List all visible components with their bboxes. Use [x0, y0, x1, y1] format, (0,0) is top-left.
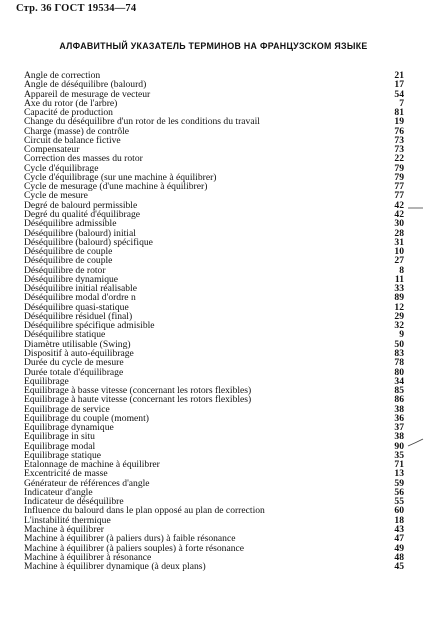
entry-term: Degré de balourd permissible [24, 199, 138, 211]
entry-number: 11 [394, 273, 404, 285]
entry-term: Déséquilibre admissible [24, 218, 117, 230]
entry-number: 36 [394, 412, 404, 424]
entry-number: 9 [399, 329, 404, 341]
entry-term: Machine à équilibrer dynamique (à deux plans) [24, 561, 206, 573]
entry-number: 79 [394, 171, 404, 183]
entry-term: Diamètre utilisable (Swing) [24, 338, 131, 350]
entry-number: 79 [394, 162, 404, 174]
entry-term: Appareil de mesurage de vecteur [24, 88, 151, 100]
index-entry [24, 136, 404, 145]
entry-number: 33 [394, 283, 404, 295]
entry-term: Degré du qualité d'équilibrage [24, 208, 141, 220]
entry-term: Déséquilibre (balourd) spécifique [24, 236, 153, 248]
entry-term: Déséquilibre (balourd) initial [24, 227, 136, 239]
entry-term: Etalonnage de machine à équilibrer [24, 459, 160, 471]
entry-term: Compensateur [24, 144, 80, 156]
entry-term: Equilibrage statique [24, 449, 101, 461]
entry-term: Capacité de production [24, 107, 113, 119]
entry-number: 10 [394, 246, 404, 258]
entry-term: Change du déséquilibre d'un rotor de les conditions du travail [24, 116, 260, 128]
entry-number: 19 [394, 116, 404, 128]
entry-term: Déséquilibre de couple [24, 255, 113, 267]
entry-term: Angle de déséquilibre (balourd) [24, 79, 147, 91]
entry-number: 73 [394, 134, 404, 146]
entry-term: Equilibrage [24, 375, 69, 387]
entry-number: 90 [394, 440, 404, 452]
entry-number: 31 [394, 236, 404, 248]
entry-number: 34 [394, 375, 404, 387]
entry-number: 77 [394, 190, 404, 202]
entry-term: Déséquilibre modal d'ordre n [24, 292, 136, 304]
entry-number: 42 [394, 199, 404, 211]
entry-term: Angle de correction [24, 70, 101, 81]
entry-number: 85 [394, 385, 404, 397]
entry-term: Axe du rotor (de l'arbre) [24, 97, 118, 109]
entry-number: 49 [394, 542, 404, 554]
entry-number: 89 [394, 292, 404, 304]
entry-number: 78 [394, 357, 404, 369]
scan-mark [407, 438, 425, 448]
entry-term: Déséquilibre de couple [24, 246, 113, 258]
entry-number: 21 [394, 70, 404, 81]
entry-term: Indicateur d'angle [24, 486, 93, 498]
entry-number: 60 [394, 505, 404, 517]
entry-number: 12 [394, 301, 404, 313]
entry-term: Machine à équilibrer à résonance [24, 551, 152, 563]
entry-term: Machine à équilibrer [24, 524, 104, 536]
entry-number: 59 [394, 477, 404, 489]
entry-number: 83 [394, 347, 404, 359]
entry-term: Influence du balourd dans le plan opposé au plan de correction [24, 505, 265, 517]
entry-number: 76 [394, 125, 404, 137]
entry-number: 30 [394, 218, 404, 230]
entry-term: Equilibrage dynamique [24, 422, 114, 434]
entry-number: 32 [394, 320, 404, 332]
entry-term: Machine à équilibrer (à paliers durs) à faible résonance [24, 533, 236, 545]
index-entry [24, 562, 404, 571]
entry-term: Cycle de mesurage (d'une machine à équilibrer) [24, 181, 208, 193]
entry-term: Déséquilibre spécifique admisible [24, 320, 155, 332]
entry-number: 47 [394, 533, 404, 545]
entry-term: L'instabilité thermique [24, 514, 111, 526]
entry-number: 28 [394, 227, 404, 239]
entry-number: 7 [399, 97, 404, 109]
entry-term: Equilibrage de service [24, 403, 110, 415]
entry-term: Cycle d'équilibrage [24, 162, 99, 174]
entry-number: 22 [394, 153, 404, 165]
entry-term: Déséquilibre de rotor [24, 264, 106, 276]
entry-term: Excentricité de masse [24, 468, 108, 480]
entry-number: 77 [394, 181, 404, 193]
entry-term: Machine à équilibrer (à paliers souples) à forte résonance [24, 542, 245, 554]
entry-number: 86 [394, 394, 404, 406]
entry-term: Dispositif à auto-équilibrage [24, 347, 134, 359]
entry-term: Cycle de mesure [24, 190, 88, 202]
entry-term: Equilibrage à haute vitesse (concernant les rotors flexibles) [24, 394, 252, 406]
entry-term: Indicateur de déséquilibre [24, 496, 124, 508]
entry-number: 48 [394, 551, 404, 563]
entry-term: Circuit de balance fictive [24, 134, 121, 146]
entry-number: 81 [394, 107, 404, 119]
entry-term: Déséquilibre initial réalisable [24, 283, 137, 295]
entry-number: 42 [394, 208, 404, 220]
entry-number: 17 [394, 79, 404, 91]
entry-number: 71 [394, 459, 404, 471]
entry-number: 54 [394, 88, 404, 100]
entry-term: Durée totale d'équilibrage [24, 366, 124, 378]
entry-number: 43 [394, 524, 404, 536]
entry-term: Cycle d'équilibrage (sur une machine à équilibrer) [24, 171, 217, 183]
entry-number: 45 [394, 561, 404, 573]
scan-mark [407, 205, 425, 211]
entry-number: 50 [394, 338, 404, 350]
index-title: АЛФАВИТНЫЙ УКАЗАТЕЛЬ ТЕРМИНОВ НА ФРАНЦУЗСКОМ ЯЗЫКЕ [59, 41, 368, 51]
index-entry-list [24, 71, 404, 571]
entry-number: 55 [394, 496, 404, 508]
entry-number: 8 [399, 264, 404, 276]
entry-number: 56 [394, 486, 404, 498]
entry-number: 38 [394, 403, 404, 415]
entry-term: Durée du cycle de mesure [24, 357, 124, 369]
entry-term: Equilibrage du couple (moment) [24, 412, 149, 424]
entry-number: 35 [394, 449, 404, 461]
entry-term: Equilibrage à basse vitesse (concernant les rotors flexibles) [24, 385, 252, 397]
entry-number: 13 [394, 468, 404, 480]
entry-term: Déséquilibre statique [24, 329, 106, 341]
entry-number: 29 [394, 310, 404, 322]
entry-term: Déséquilibre résiduel (final) [24, 310, 133, 322]
entry-number: 18 [394, 514, 404, 526]
entry-term: Equilibrage modal [24, 440, 96, 452]
entry-number: 37 [394, 422, 404, 434]
page-header: Стр. 36 ГОСТ 19534—74 [16, 3, 137, 14]
entry-number: 38 [394, 431, 404, 443]
entry-term: Correction des masses du rotor [24, 153, 143, 165]
entry-number: 80 [394, 366, 404, 378]
entry-term: Générateur de références d'angle [24, 477, 150, 489]
entry-term: Charge (masse) de contrôle [24, 125, 130, 137]
entry-number: 27 [394, 255, 404, 267]
entry-term: Déséquilibre dynamique [24, 273, 119, 285]
entry-term: Equilibrage in situ [24, 431, 95, 443]
entry-term: Déséquilibre quasi-statique [24, 301, 129, 313]
index-entry [24, 368, 404, 377]
entry-number: 73 [394, 144, 404, 156]
